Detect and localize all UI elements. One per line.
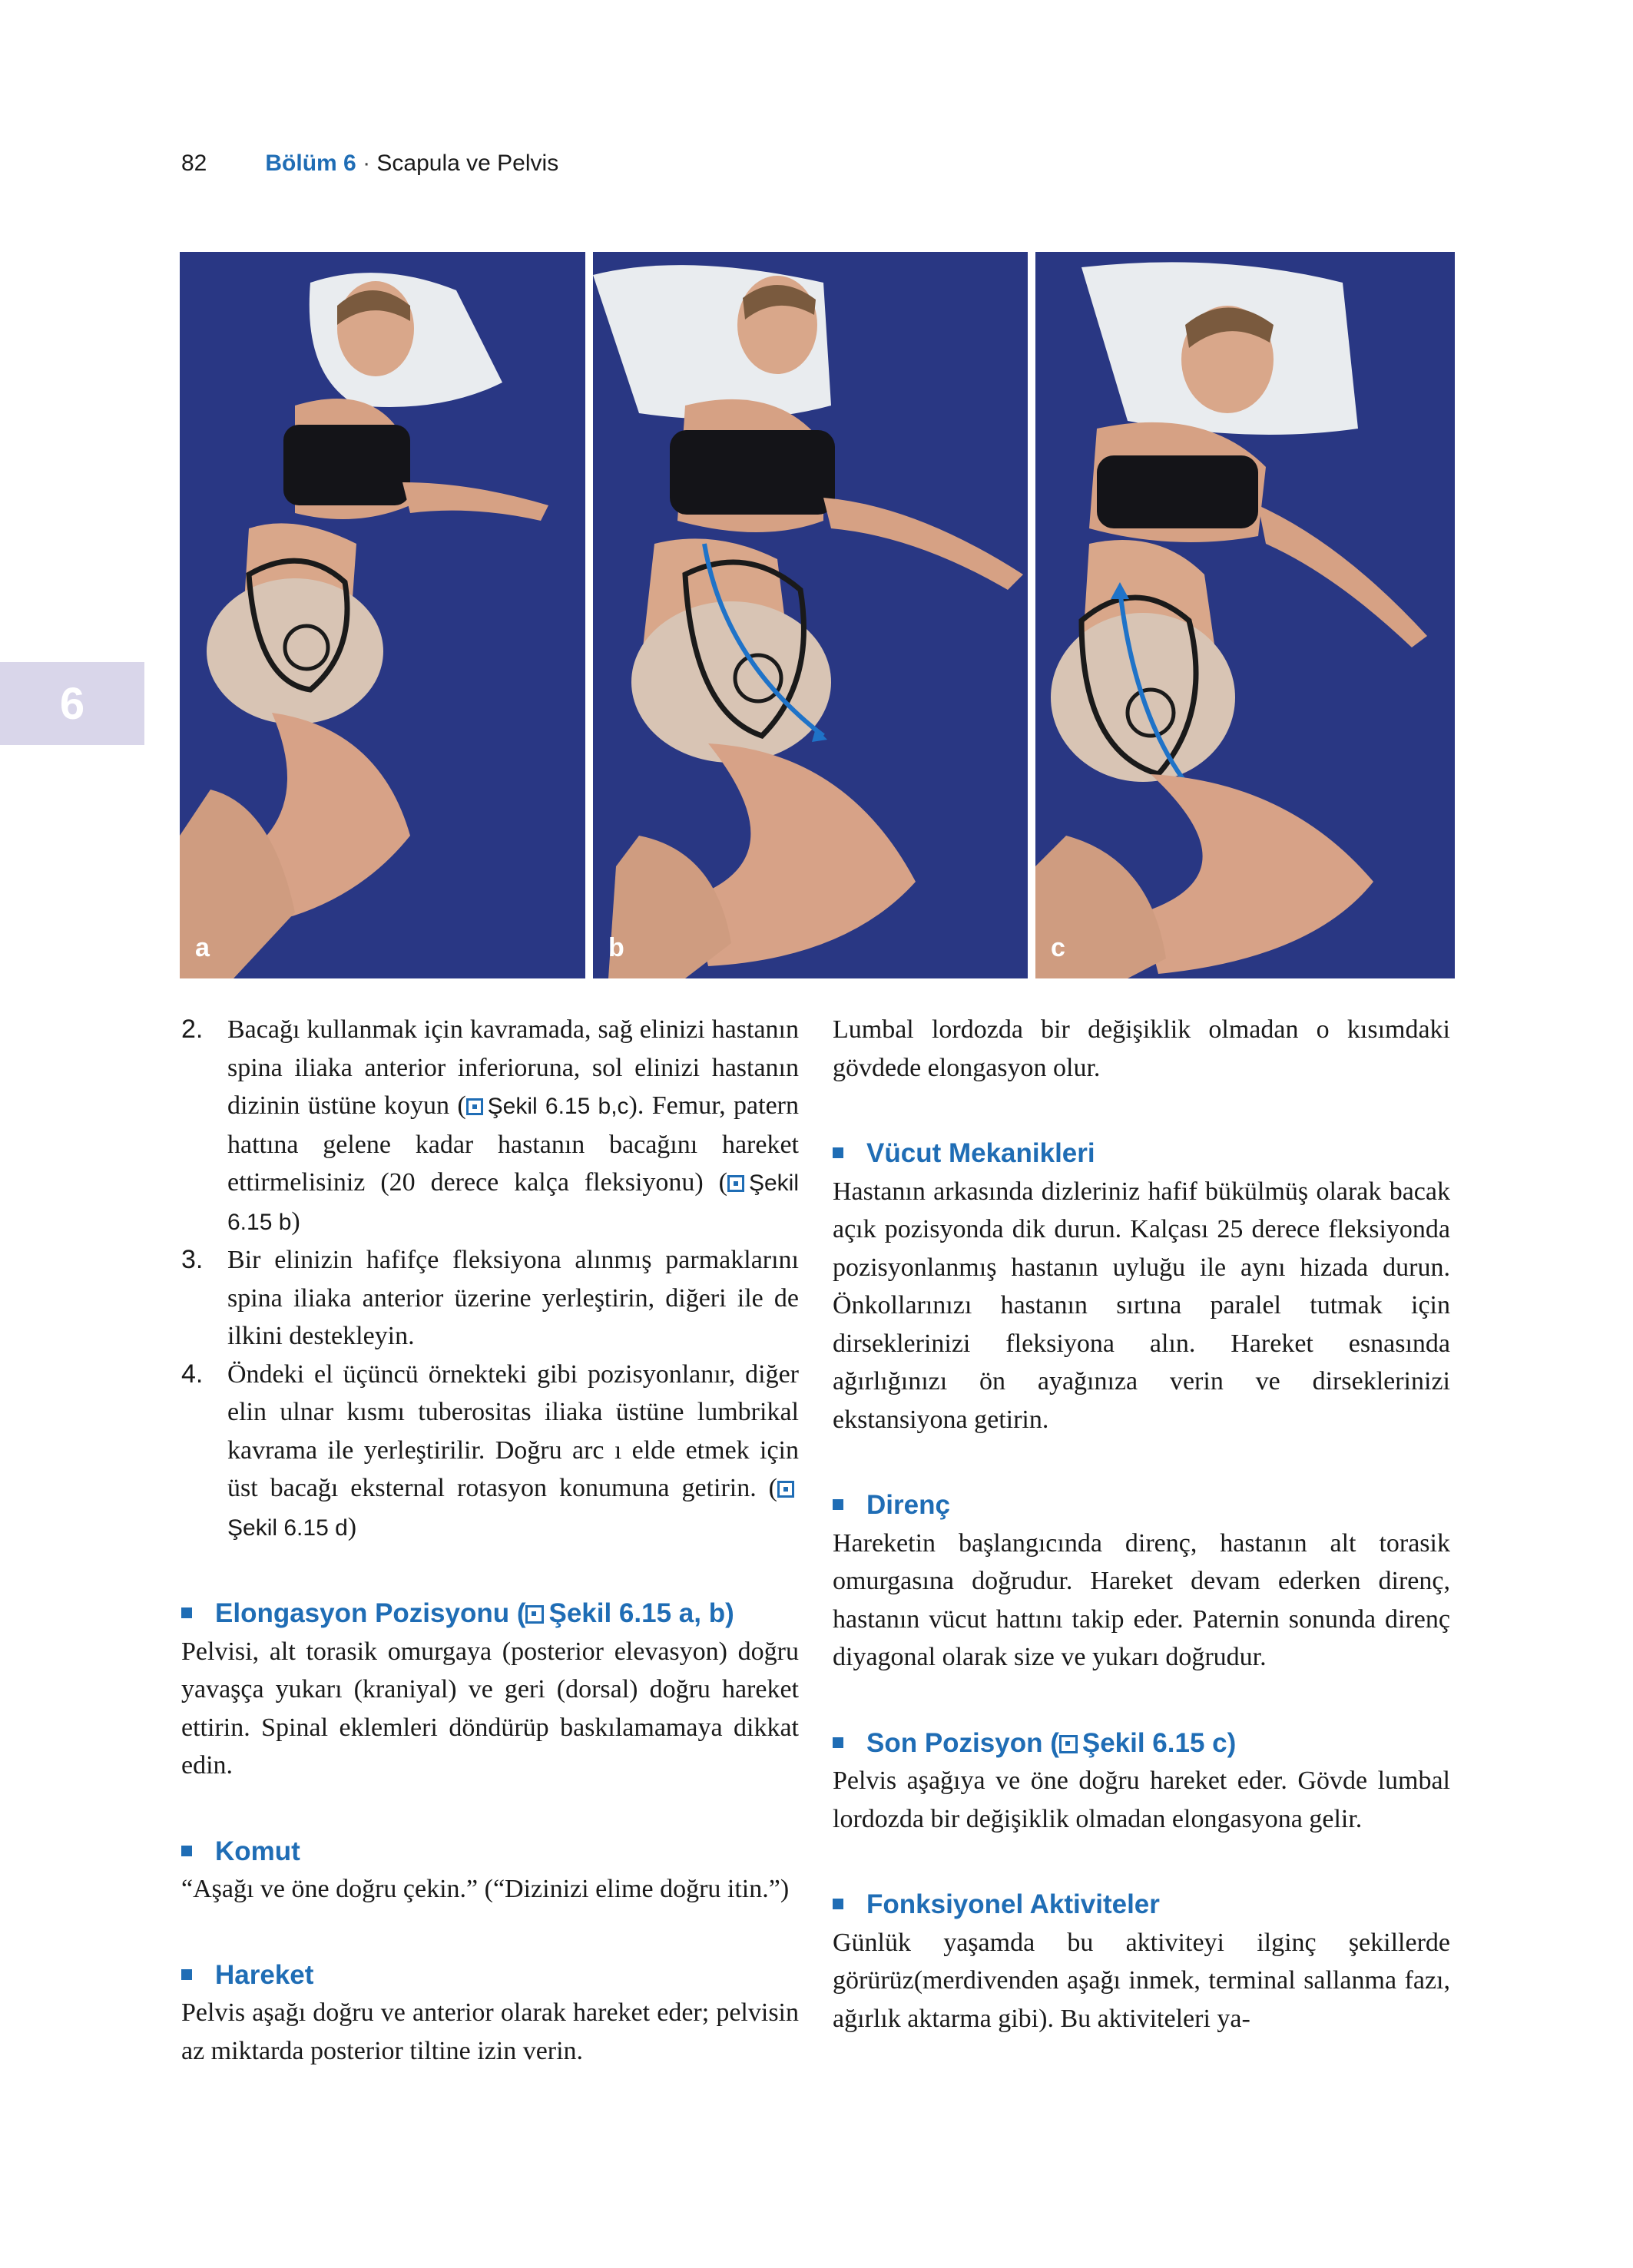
header-separator: ·	[356, 151, 377, 176]
figure-reference[interactable]	[525, 1598, 725, 1628]
figure-ref-icon	[777, 1481, 794, 1498]
paragraph-elongasyon: Pelvisi, alt torasik omurgaya (posterior elevasyon) doğru yavaşça yukarı (kraniyal) ve geri (dorsal) doğru hareket ettirin. Spinal eklemleri döndürüp baskılamamaya dikkat edin.	[181, 1637, 799, 1780]
photo-label-c: c	[1051, 933, 1065, 962]
steps-list	[181, 1011, 799, 1547]
list-item	[181, 1011, 799, 1241]
chapter-label: Bölüm 6	[265, 151, 356, 176]
photo-label-b: b	[608, 933, 624, 962]
heading-komut: Komut	[181, 1833, 799, 1871]
figure-6-15	[180, 252, 1455, 978]
chapter-tab: 6	[0, 662, 144, 745]
figure-ref-text: Şekil 6.15 b,c	[487, 1094, 629, 1119]
square-bullet-icon	[181, 1969, 192, 1980]
figure-ref-icon	[466, 1098, 483, 1115]
square-bullet-icon	[833, 1737, 843, 1748]
photo-panel-b	[593, 252, 1028, 978]
paragraph-intro: Lumbal lordozda bir değişiklik olmadan o kısımdaki gövdede elongasyon olur.	[833, 1015, 1450, 1082]
running-header	[181, 151, 558, 177]
photo-c-image	[1035, 252, 1455, 978]
list-item-text: Bir elinizin hafifçe fleksiyona alınmış parmaklarını spina iliaka anterior üzerine yerleştirin, diğeri ile de ilkini destekleyin.	[227, 1246, 799, 1350]
figure-reference[interactable]	[1059, 1728, 1227, 1758]
photo-a-image	[180, 252, 585, 978]
square-bullet-icon	[181, 1846, 192, 1856]
figure-ref-icon	[727, 1175, 744, 1192]
square-bullet-icon	[833, 1899, 843, 1909]
right-column	[833, 1011, 1450, 2038]
left-column	[181, 1011, 799, 2070]
list-item-text: )	[291, 1207, 300, 1236]
figure-ref-icon	[1059, 1735, 1078, 1753]
list-item-number: 2.	[181, 1015, 204, 1044]
paragraph-komut: “Aşağı ve öne doğru çekin.” (“Dizinizi elime doğru itin.”)	[181, 1875, 790, 1903]
list-item-text: ). Femur, patern hattına gelene kadar hastanın bacağını hareket ettirmelisiniz (20 derece kalça fleksiyonu) (	[227, 1091, 799, 1197]
figure-ref-text: Şekil 6.15 b	[227, 1170, 799, 1235]
figure-ref-icon	[525, 1605, 544, 1624]
figure-ref-text: Şekil 6.15 d	[227, 1515, 348, 1541]
list-item-number: 3.	[181, 1245, 204, 1274]
figure-reference[interactable]	[466, 1094, 629, 1119]
square-bullet-icon	[833, 1499, 843, 1510]
list-item	[181, 1241, 799, 1356]
list-item-text: Öndeki el üçüncü örnekteki gibi pozisyonlanır, diğer elin ulnar kısmı tuberositas iliaka üstüne lumbrikal kavrama ile yerleştirilir. Doğru arc ı elde etmek için üst bacağı eksternal rotasyon konumuna getirin. (	[227, 1359, 799, 1502]
heading-direnc: Direnç	[833, 1486, 1450, 1525]
list-item-number: 4.	[181, 1359, 204, 1389]
paragraph-son-pozisyon: Pelvis aşağıya ve öne doğru hareket eder. Gövde lumbal lordozda bir değişiklik olmadan elongasyona gelir.	[833, 1766, 1450, 1833]
page-number: 82	[181, 151, 207, 176]
heading-fonksiyonel-aktiviteler: Fonksiyonel Aktiviteler	[833, 1886, 1450, 1924]
list-item-text: Bacağı kullanmak için kavramada, sağ elinizi hastanın spina iliaka anterior inferioruna, sol elinizi hastanın dizinin üstüne koyun (	[227, 1015, 799, 1120]
paragraph-vucut-mekanikleri: Hastanın arkasında dizleriniz hafif bükülmüş olarak bacak açık pozisyonda dik durun. Kalçası 25 derece fleksiyonda pozisyonlanmış hastanın uyluğu ile aynı hizada durun. Önkollarınızı hastanın sırtına paralel tutmak için dirseklerinizi fleksiyona alın. Hareket esnasında ağırlığınızı ön ayağınıza verin ve dirseklerinizi ekstansiyona getirin.	[833, 1177, 1450, 1434]
heading-elongasyon: Elongasyon Pozisyonu ( Şekil 6.15 a, b)	[181, 1594, 799, 1633]
heading-son-pozisyon: Son Pozisyon ( Şekil 6.15 c)	[833, 1724, 1450, 1763]
heading-hareket: Hareket	[181, 1956, 799, 1995]
photo-b-image	[593, 252, 1028, 978]
figure-ref-text: Şekil 6.15 c	[1081, 1727, 1227, 1758]
list-item-text: )	[347, 1512, 357, 1541]
square-bullet-icon	[181, 1607, 192, 1618]
paragraph-fonksiyonel-aktiviteler: Günlük yaşamda bu aktiviteyi ilginç şekillerde görürüz(merdivenden aşağı inmek, terminal sallanma fazı, ağırlık aktarma gibi). Bu aktiviteleri ya-	[833, 1928, 1450, 2033]
photo-panel-c	[1035, 252, 1455, 978]
photo-label-a: a	[195, 933, 210, 962]
section-title: Scapula ve Pelvis	[376, 151, 559, 176]
figure-ref-text: Şekil 6.15 a, b	[548, 1598, 726, 1628]
heading-vucut-mekanikleri: Vücut Mekanikleri	[833, 1134, 1450, 1173]
paragraph-direnc: Hareketin başlangıcında direnç, hastanın alt torasik omurgasına doğrudur. Hareket devam ederken direnç, hastanın vücut hattını takip eder. Paternin sonunda direnç diyagonal olarak size ve yukarı doğrudur.	[833, 1528, 1450, 1671]
list-item	[181, 1356, 799, 1548]
paragraph-hareket: Pelvis aşağı doğru ve anterior olarak hareket eder; pelvisin az miktarda posterior tiltine izin verin.	[181, 1998, 799, 2065]
photo-panel-a	[180, 252, 585, 978]
square-bullet-icon	[833, 1147, 843, 1158]
